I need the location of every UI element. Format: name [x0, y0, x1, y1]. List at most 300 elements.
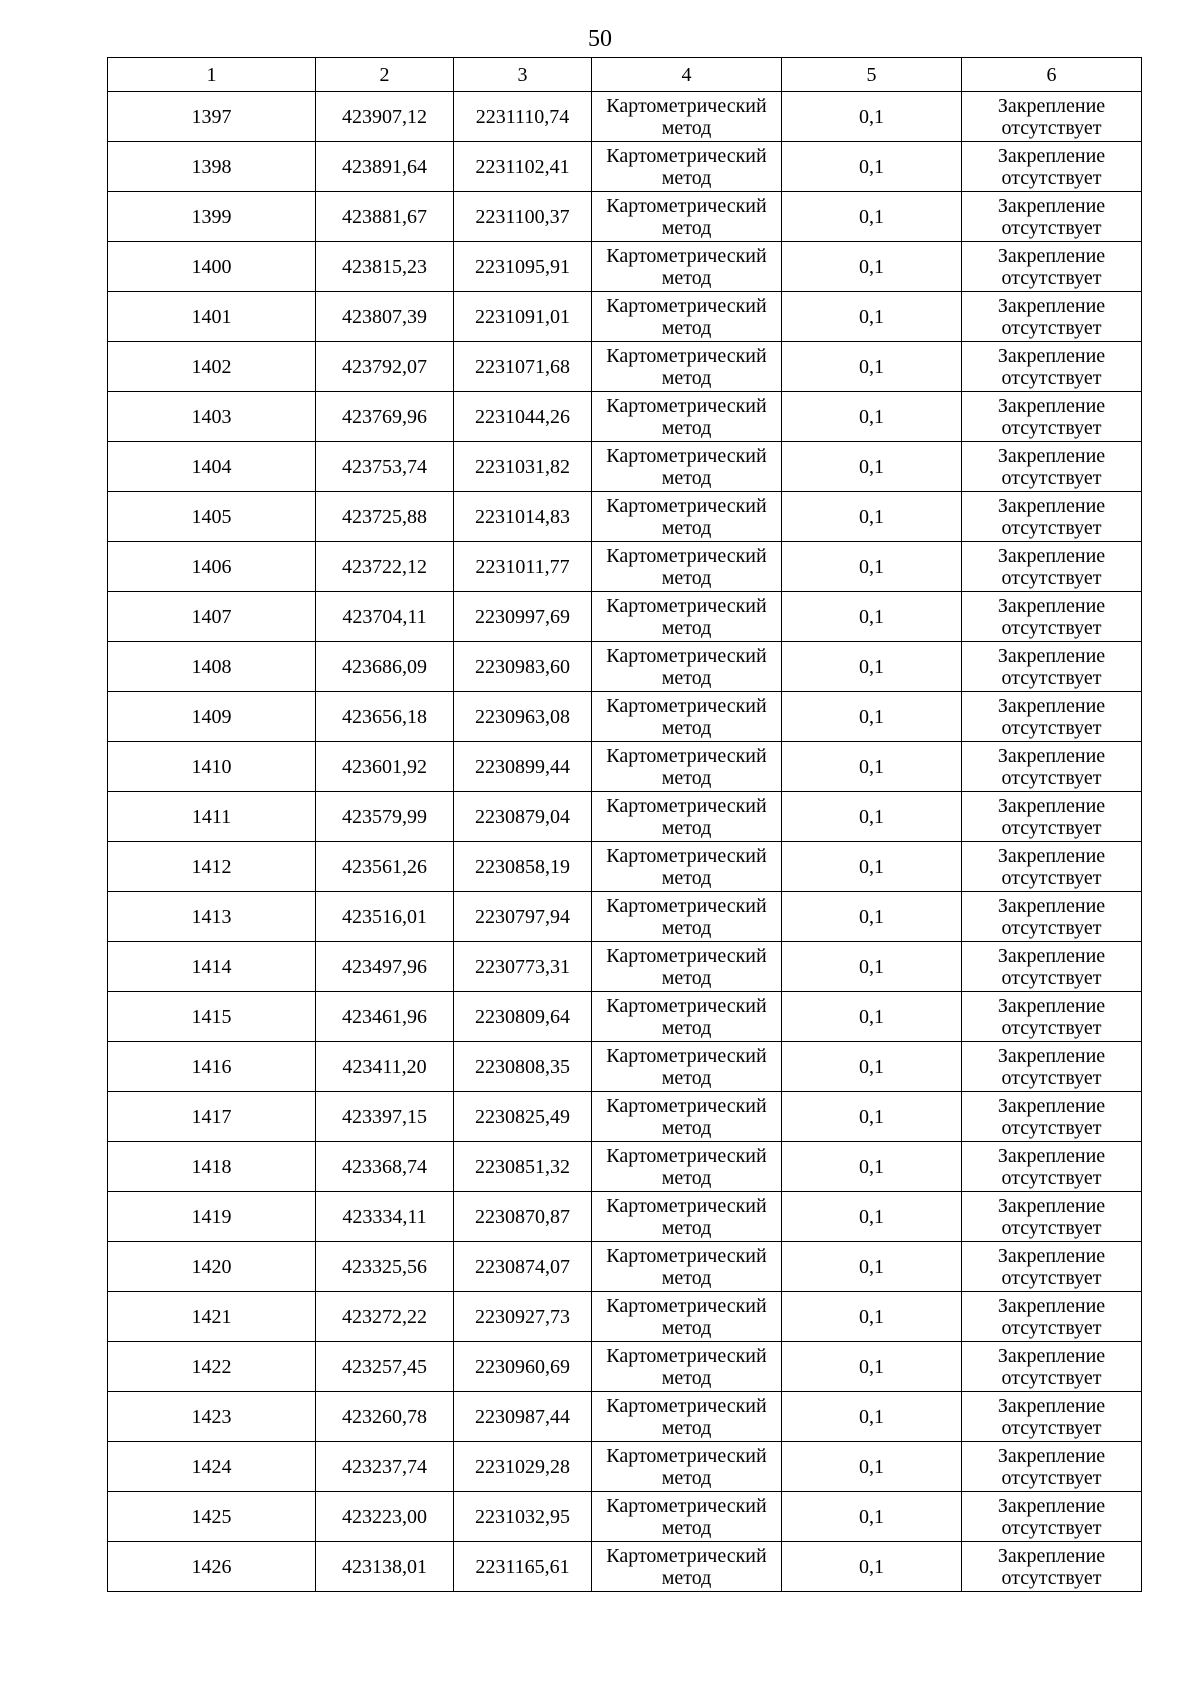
method-cell: [592, 1242, 782, 1292]
table-body: [108, 92, 1142, 1592]
fixing-line-1: Закрепление: [997, 794, 1106, 817]
method-line-2: метод: [661, 1566, 712, 1589]
y-coordinate-cell: 2230870,87: [454, 1192, 592, 1242]
fixing-cell: [962, 92, 1142, 142]
method-line-2: метод: [661, 566, 712, 589]
method-line-2: метод: [661, 916, 712, 939]
method-line-1: Картометрический: [606, 594, 767, 617]
y-coordinate-cell: 2230899,44: [454, 742, 592, 792]
x-coordinate-cell: 423334,11: [316, 1192, 454, 1242]
fixing-line-1: Закрепление: [997, 1194, 1106, 1217]
method-line-1: Картометрический: [606, 894, 767, 917]
method-cell: [592, 692, 782, 742]
table-row: [108, 1092, 1142, 1142]
fixing-line-2: отсутствует: [1001, 1316, 1102, 1339]
accuracy-cell: 0,1: [782, 492, 962, 542]
point-number-cell: 1417: [108, 1092, 316, 1142]
method-line-1: Картометрический: [606, 544, 767, 567]
x-coordinate-cell: 423516,01: [316, 892, 454, 942]
fixing-line-1: Закрепление: [997, 494, 1106, 517]
fixing-cell: [962, 1242, 1142, 1292]
x-coordinate-cell: 423891,64: [316, 142, 454, 192]
method-line-1: Картометрический: [606, 844, 767, 867]
method-cell: [592, 142, 782, 192]
method-line-2: метод: [661, 1066, 712, 1089]
table-row: [108, 92, 1142, 142]
table-row: [108, 1292, 1142, 1342]
x-coordinate-cell: 423722,12: [316, 542, 454, 592]
x-coordinate-cell: 423725,88: [316, 492, 454, 542]
method-line-2: метод: [661, 1166, 712, 1189]
method-line-2: метод: [661, 1266, 712, 1289]
fixing-cell: [962, 992, 1142, 1042]
fixing-line-2: отсутствует: [1001, 616, 1102, 639]
x-coordinate-cell: 423257,45: [316, 1342, 454, 1392]
method-line-1: Картометрический: [606, 1094, 767, 1117]
x-coordinate-cell: 423704,11: [316, 592, 454, 642]
method-line-1: Картометрический: [606, 694, 767, 717]
fixing-line-2: отсутствует: [1001, 766, 1102, 789]
fixing-line-1: Закрепление: [997, 1144, 1106, 1167]
column-header-6: 6: [962, 58, 1142, 92]
fixing-line-2: отсутствует: [1001, 1216, 1102, 1239]
fixing-line-2: отсутствует: [1001, 1466, 1102, 1489]
method-line-1: Картометрический: [606, 444, 767, 467]
method-cell: [592, 1292, 782, 1342]
fixing-line-1: Закрепление: [997, 944, 1106, 967]
y-coordinate-cell: 2231032,95: [454, 1492, 592, 1542]
method-line-2: метод: [661, 1366, 712, 1389]
x-coordinate-cell: 423223,00: [316, 1492, 454, 1542]
fixing-line-2: отсутствует: [1001, 566, 1102, 589]
fixing-line-1: Закрепление: [997, 244, 1106, 267]
fixing-line-2: отсутствует: [1001, 1366, 1102, 1389]
table-row: [108, 842, 1142, 892]
fixing-line-2: отсутствует: [1001, 916, 1102, 939]
x-coordinate-cell: 423769,96: [316, 392, 454, 442]
method-cell: [592, 1442, 782, 1492]
method-line-2: метод: [661, 416, 712, 439]
fixing-line-1: Закрепление: [997, 144, 1106, 167]
y-coordinate-cell: 2231110,74: [454, 92, 592, 142]
fixing-line-1: Закрепление: [997, 1444, 1106, 1467]
fixing-line-2: отсутствует: [1001, 116, 1102, 139]
method-line-1: Картометрический: [606, 644, 767, 667]
method-cell: [592, 242, 782, 292]
fixing-line-1: Закрепление: [997, 1494, 1106, 1517]
y-coordinate-cell: 2231091,01: [454, 292, 592, 342]
method-cell: [592, 542, 782, 592]
fixing-line-1: Закрепление: [997, 1544, 1106, 1567]
y-coordinate-cell: 2231031,82: [454, 442, 592, 492]
method-line-2: метод: [661, 316, 712, 339]
method-line-2: метод: [661, 1466, 712, 1489]
accuracy-cell: 0,1: [782, 1492, 962, 1542]
x-coordinate-cell: 423579,99: [316, 792, 454, 842]
fixing-cell: [962, 1392, 1142, 1442]
column-header-4: 4: [592, 58, 782, 92]
method-line-1: Картометрический: [606, 1444, 767, 1467]
table-row: [108, 642, 1142, 692]
point-number-cell: 1409: [108, 692, 316, 742]
fixing-line-2: отсутствует: [1001, 966, 1102, 989]
fixing-line-1: Закрепление: [997, 644, 1106, 667]
fixing-line-1: Закрепление: [997, 344, 1106, 367]
y-coordinate-cell: 2230851,32: [454, 1142, 592, 1192]
fixing-line-1: Закрепление: [997, 1344, 1106, 1367]
method-line-1: Картометрический: [606, 1394, 767, 1417]
point-number-cell: 1413: [108, 892, 316, 942]
x-coordinate-cell: 423237,74: [316, 1442, 454, 1492]
y-coordinate-cell: 2230927,73: [454, 1292, 592, 1342]
method-line-1: Картометрический: [606, 1244, 767, 1267]
fixing-line-2: отсутствует: [1001, 1166, 1102, 1189]
accuracy-cell: 0,1: [782, 192, 962, 242]
method-cell: [592, 1042, 782, 1092]
point-number-cell: 1424: [108, 1442, 316, 1492]
method-line-1: Картометрический: [606, 1144, 767, 1167]
accuracy-cell: 0,1: [782, 1292, 962, 1342]
column-header-5: 5: [782, 58, 962, 92]
method-cell: [592, 1492, 782, 1542]
table-row: [108, 542, 1142, 592]
fixing-line-1: Закрепление: [997, 1094, 1106, 1117]
method-line-2: метод: [661, 616, 712, 639]
accuracy-cell: 0,1: [782, 692, 962, 742]
table-row: [108, 392, 1142, 442]
method-cell: [592, 392, 782, 442]
fixing-line-2: отсутствует: [1001, 866, 1102, 889]
point-number-cell: 1410: [108, 742, 316, 792]
table-row: [108, 492, 1142, 542]
fixing-line-2: отсутствует: [1001, 1016, 1102, 1039]
fixing-cell: [962, 542, 1142, 592]
x-coordinate-cell: 423601,92: [316, 742, 454, 792]
y-coordinate-cell: 2231011,77: [454, 542, 592, 592]
fixing-line-1: Закрепление: [997, 694, 1106, 717]
y-coordinate-cell: 2230858,19: [454, 842, 592, 892]
fixing-line-1: Закрепление: [997, 894, 1106, 917]
x-coordinate-cell: 423368,74: [316, 1142, 454, 1192]
table-row: [108, 1192, 1142, 1242]
method-cell: [592, 1392, 782, 1442]
method-line-2: метод: [661, 1016, 712, 1039]
table-row: [108, 342, 1142, 392]
method-line-1: Картометрический: [606, 94, 767, 117]
method-line-1: Картометрический: [606, 294, 767, 317]
accuracy-cell: 0,1: [782, 792, 962, 842]
point-number-cell: 1419: [108, 1192, 316, 1242]
table-row: [108, 142, 1142, 192]
fixing-cell: [962, 592, 1142, 642]
table-row: [108, 992, 1142, 1042]
table-row: [108, 1142, 1142, 1192]
method-line-2: метод: [661, 266, 712, 289]
fixing-cell: [962, 692, 1142, 742]
table-row: [108, 1442, 1142, 1492]
fixing-line-2: отсутствует: [1001, 166, 1102, 189]
accuracy-cell: 0,1: [782, 342, 962, 392]
point-number-cell: 1414: [108, 942, 316, 992]
fixing-cell: [962, 392, 1142, 442]
accuracy-cell: 0,1: [782, 892, 962, 942]
fixing-cell: [962, 1042, 1142, 1092]
fixing-line-1: Закрепление: [997, 594, 1106, 617]
x-coordinate-cell: 423753,74: [316, 442, 454, 492]
accuracy-cell: 0,1: [782, 292, 962, 342]
point-number-cell: 1412: [108, 842, 316, 892]
method-cell: [592, 592, 782, 642]
accuracy-cell: 0,1: [782, 1542, 962, 1592]
fixing-cell: [962, 292, 1142, 342]
fixing-cell: [962, 142, 1142, 192]
table-row: [108, 442, 1142, 492]
point-number-cell: 1401: [108, 292, 316, 342]
point-number-cell: 1421: [108, 1292, 316, 1342]
x-coordinate-cell: 423260,78: [316, 1392, 454, 1442]
point-number-cell: 1398: [108, 142, 316, 192]
point-number-cell: 1404: [108, 442, 316, 492]
method-cell: [592, 742, 782, 792]
y-coordinate-cell: 2231100,37: [454, 192, 592, 242]
y-coordinate-cell: 2230825,49: [454, 1092, 592, 1142]
method-line-1: Картометрический: [606, 1344, 767, 1367]
fixing-cell: [962, 792, 1142, 842]
y-coordinate-cell: 2231102,41: [454, 142, 592, 192]
table-row: [108, 692, 1142, 742]
accuracy-cell: 0,1: [782, 1242, 962, 1292]
y-coordinate-cell: 2231044,26: [454, 392, 592, 442]
fixing-cell: [962, 192, 1142, 242]
coordinates-table: [107, 57, 1142, 1592]
fixing-line-2: отсутствует: [1001, 216, 1102, 239]
point-number-cell: 1418: [108, 1142, 316, 1192]
x-coordinate-cell: 423881,67: [316, 192, 454, 242]
method-line-1: Картометрический: [606, 1194, 767, 1217]
fixing-cell: [962, 1092, 1142, 1142]
point-number-cell: 1415: [108, 992, 316, 1042]
x-coordinate-cell: 423792,07: [316, 342, 454, 392]
point-number-cell: 1426: [108, 1542, 316, 1592]
method-cell: [592, 1542, 782, 1592]
method-line-2: метод: [661, 1316, 712, 1339]
fixing-line-2: отсутствует: [1001, 1416, 1102, 1439]
fixing-line-2: отсутствует: [1001, 1116, 1102, 1139]
method-cell: [592, 192, 782, 242]
x-coordinate-cell: 423656,18: [316, 692, 454, 742]
y-coordinate-cell: 2230963,08: [454, 692, 592, 742]
fixing-line-2: отсутствует: [1001, 1266, 1102, 1289]
fixing-line-1: Закрепление: [997, 1394, 1106, 1417]
method-cell: [592, 992, 782, 1042]
accuracy-cell: 0,1: [782, 592, 962, 642]
table-row: [108, 192, 1142, 242]
fixing-line-2: отсутствует: [1001, 1066, 1102, 1089]
method-line-1: Картометрический: [606, 244, 767, 267]
header-row: [108, 58, 1142, 92]
method-line-1: Картометрический: [606, 944, 767, 967]
method-line-2: метод: [661, 516, 712, 539]
fixing-line-2: отсутствует: [1001, 316, 1102, 339]
fixing-line-2: отсутствует: [1001, 266, 1102, 289]
point-number-cell: 1420: [108, 1242, 316, 1292]
fixing-line-1: Закрепление: [997, 544, 1106, 567]
accuracy-cell: 0,1: [782, 842, 962, 892]
fixing-cell: [962, 242, 1142, 292]
accuracy-cell: 0,1: [782, 92, 962, 142]
column-header-1: 1: [108, 58, 316, 92]
method-line-2: метод: [661, 216, 712, 239]
method-line-2: метод: [661, 166, 712, 189]
y-coordinate-cell: 2230960,69: [454, 1342, 592, 1392]
y-coordinate-cell: 2230773,31: [454, 942, 592, 992]
point-number-cell: 1425: [108, 1492, 316, 1542]
point-number-cell: 1422: [108, 1342, 316, 1392]
accuracy-cell: 0,1: [782, 542, 962, 592]
fixing-line-2: отсутствует: [1001, 516, 1102, 539]
fixing-line-2: отсутствует: [1001, 366, 1102, 389]
point-number-cell: 1408: [108, 642, 316, 692]
x-coordinate-cell: 423397,15: [316, 1092, 454, 1142]
method-cell: [592, 292, 782, 342]
method-line-2: метод: [661, 966, 712, 989]
table-row: [108, 1542, 1142, 1592]
method-cell: [592, 1342, 782, 1392]
fixing-cell: [962, 1342, 1142, 1392]
fixing-line-2: отсутствует: [1001, 466, 1102, 489]
method-line-1: Картометрический: [606, 494, 767, 517]
x-coordinate-cell: 423272,22: [316, 1292, 454, 1342]
fixing-line-1: Закрепление: [997, 94, 1106, 117]
fixing-line-1: Закрепление: [997, 744, 1106, 767]
y-coordinate-cell: 2230797,94: [454, 892, 592, 942]
method-line-2: метод: [661, 716, 712, 739]
table-row: [108, 592, 1142, 642]
fixing-cell: [962, 492, 1142, 542]
accuracy-cell: 0,1: [782, 1442, 962, 1492]
accuracy-cell: 0,1: [782, 1092, 962, 1142]
fixing-line-1: Закрепление: [997, 1294, 1106, 1317]
fixing-line-2: отсутствует: [1001, 716, 1102, 739]
point-number-cell: 1400: [108, 242, 316, 292]
method-line-1: Картометрический: [606, 1544, 767, 1567]
point-number-cell: 1405: [108, 492, 316, 542]
fixing-cell: [962, 1192, 1142, 1242]
fixing-cell: [962, 1542, 1142, 1592]
table-row: [108, 292, 1142, 342]
page-number: 50: [588, 26, 612, 52]
method-line-1: Картометрический: [606, 794, 767, 817]
fixing-line-2: отсутствует: [1001, 816, 1102, 839]
method-line-2: метод: [661, 666, 712, 689]
accuracy-cell: 0,1: [782, 442, 962, 492]
point-number-cell: 1406: [108, 542, 316, 592]
y-coordinate-cell: 2230997,69: [454, 592, 592, 642]
fixing-cell: [962, 942, 1142, 992]
fixing-cell: [962, 442, 1142, 492]
method-line-1: Картометрический: [606, 194, 767, 217]
accuracy-cell: 0,1: [782, 992, 962, 1042]
point-number-cell: 1411: [108, 792, 316, 842]
method-cell: [592, 492, 782, 542]
point-number-cell: 1402: [108, 342, 316, 392]
method-cell: [592, 1192, 782, 1242]
x-coordinate-cell: 423497,96: [316, 942, 454, 992]
column-header-2: 2: [316, 58, 454, 92]
table-row: [108, 942, 1142, 992]
point-number-cell: 1399: [108, 192, 316, 242]
table-row: [108, 242, 1142, 292]
accuracy-cell: 0,1: [782, 1392, 962, 1442]
method-line-2: метод: [661, 766, 712, 789]
y-coordinate-cell: 2231014,83: [454, 492, 592, 542]
fixing-cell: [962, 1492, 1142, 1542]
x-coordinate-cell: 423461,96: [316, 992, 454, 1042]
y-coordinate-cell: 2230987,44: [454, 1392, 592, 1442]
point-number-cell: 1403: [108, 392, 316, 442]
fixing-line-2: отсутствует: [1001, 1566, 1102, 1589]
fixing-line-1: Закрепление: [997, 444, 1106, 467]
method-line-1: Картометрический: [606, 1494, 767, 1517]
fixing-cell: [962, 642, 1142, 692]
fixing-line-1: Закрепление: [997, 1044, 1106, 1067]
x-coordinate-cell: 423686,09: [316, 642, 454, 692]
point-number-cell: 1397: [108, 92, 316, 142]
fixing-cell: [962, 1142, 1142, 1192]
fixing-line-1: Закрепление: [997, 394, 1106, 417]
method-line-2: метод: [661, 366, 712, 389]
accuracy-cell: 0,1: [782, 1042, 962, 1092]
fixing-cell: [962, 342, 1142, 392]
accuracy-cell: 0,1: [782, 1142, 962, 1192]
y-coordinate-cell: 2230874,07: [454, 1242, 592, 1292]
y-coordinate-cell: 2231165,61: [454, 1542, 592, 1592]
column-header-3: 3: [454, 58, 592, 92]
x-coordinate-cell: 423411,20: [316, 1042, 454, 1092]
table-row: [108, 1392, 1142, 1442]
x-coordinate-cell: 423907,12: [316, 92, 454, 142]
method-cell: [592, 892, 782, 942]
accuracy-cell: 0,1: [782, 742, 962, 792]
method-line-2: метод: [661, 1116, 712, 1139]
accuracy-cell: 0,1: [782, 1192, 962, 1242]
table-row: [108, 1242, 1142, 1292]
method-cell: [592, 942, 782, 992]
method-cell: [592, 842, 782, 892]
method-line-1: Картометрический: [606, 394, 767, 417]
point-number-cell: 1416: [108, 1042, 316, 1092]
method-line-2: метод: [661, 1416, 712, 1439]
y-coordinate-cell: 2231095,91: [454, 242, 592, 292]
fixing-line-1: Закрепление: [997, 994, 1106, 1017]
point-number-cell: 1423: [108, 1392, 316, 1442]
table-row: [108, 1042, 1142, 1092]
accuracy-cell: 0,1: [782, 942, 962, 992]
method-line-2: метод: [661, 1216, 712, 1239]
fixing-cell: [962, 842, 1142, 892]
method-line-1: Картометрический: [606, 1044, 767, 1067]
method-line-2: метод: [661, 1516, 712, 1539]
y-coordinate-cell: 2231071,68: [454, 342, 592, 392]
fixing-cell: [962, 1442, 1142, 1492]
y-coordinate-cell: 2230808,35: [454, 1042, 592, 1092]
accuracy-cell: 0,1: [782, 1342, 962, 1392]
accuracy-cell: 0,1: [782, 392, 962, 442]
y-coordinate-cell: 2230879,04: [454, 792, 592, 842]
table-row: [108, 742, 1142, 792]
method-line-1: Картометрический: [606, 344, 767, 367]
x-coordinate-cell: 423561,26: [316, 842, 454, 892]
